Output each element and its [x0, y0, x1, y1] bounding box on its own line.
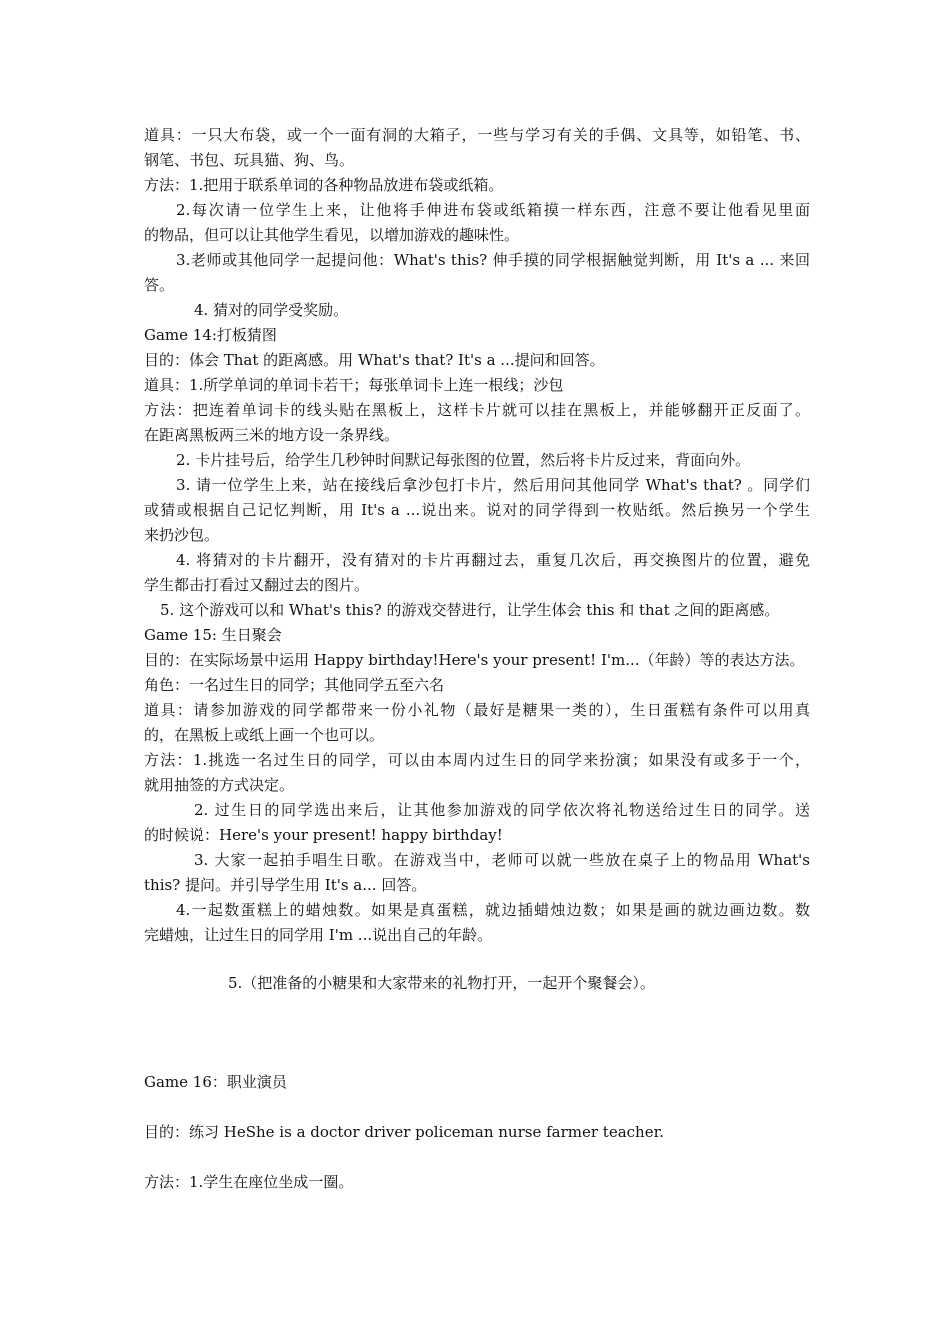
paragraph-line: 角色：一名过生日的同学；其他同学五至六名	[144, 676, 445, 694]
paragraph-line: 方法：把连着单词卡的线头贴在黑板上，这样卡片就可以挂在黑板上，并能够翻开正反面了。	[144, 401, 810, 419]
section-heading: Game 16：职业演员	[144, 1073, 287, 1091]
paragraph-line: 在距离黑板两三米的地方设一条界线。	[144, 426, 400, 444]
paragraph-line: 的物品，但可以让其他学生看见，以增加游戏的趣味性。	[144, 226, 520, 244]
paragraph-line: 2.每次请一位学生上来，让他将手伸进布袋或纸箱摸一样东西，注意不要让他看见里面	[176, 201, 810, 219]
paragraph-line: 5. 这个游戏可以和 What's this? 的游戏交替进行，让学生体会 this 和 that 之间的距离感。	[160, 601, 780, 619]
paragraph-line: 目的：练习 HeShe is a doctor driver policeman nurse farmer teacher.	[144, 1123, 664, 1141]
paragraph-line: 道具：1.所学单词的单词卡若干；每张单词卡上连一根线；沙包	[144, 376, 564, 394]
section-heading: Game 14:打板猜图	[144, 326, 277, 344]
paragraph-line: 4. 将猜对的卡片翻开，没有猜对的卡片再翻过去，重复几次后，再交换图片的位置，避免	[176, 551, 810, 569]
paragraph-line: 5.（把准备的小糖果和大家带来的礼物打开，一起开个聚餐会）。	[228, 974, 655, 992]
paragraph-line: 4. 猜对的同学受奖励。	[194, 301, 349, 319]
paragraph-line: 来扔沙包。	[144, 526, 220, 544]
section-heading: Game 15: 生日聚会	[144, 626, 282, 644]
paragraph-line: 3. 大家一起拍手唱生日歌。在游戏当中，老师可以就一些放在桌子上的物品用 What's	[194, 851, 810, 869]
paragraph-line: 或猜或根据自己记忆判断，用 It's a ...说出来。说对的同学得到一枚贴纸。然后换另一个学生	[144, 501, 810, 519]
paragraph-line: 目的：在实际场景中运用 Happy birthday!Here's your present! I'm...（年龄）等的表达方法。	[144, 651, 805, 669]
paragraph-line: 方法：1.学生在座位坐成一圈。	[144, 1173, 354, 1191]
paragraph-line: this? 提问。并引导学生用 It's a... 回答。	[144, 876, 427, 894]
paragraph-line: 3.老师或其他同学一起提问他：What's this? 伸手摸的同学根据触觉判断，用 It's a ... 来回	[176, 251, 810, 269]
paragraph-line: 钢笔、书包、玩具猫、狗、鸟。	[144, 151, 355, 169]
paragraph-line: 方法：1.把用于联系单词的各种物品放进布袋或纸箱。	[144, 176, 504, 194]
paragraph-line: 方法：1.挑选一名过生日的同学，可以由本周内过生日的同学来扮演；如果没有或多于一个，	[144, 751, 810, 769]
paragraph-line: 学生都击打看过又翻过去的图片。	[144, 576, 370, 594]
paragraph-line: 的，在黑板上或纸上画一个也可以。	[144, 726, 385, 744]
paragraph-line: 3. 请一位学生上来，站在接线后拿沙包打卡片，然后用问其他同学 What's that? 。同学们	[176, 476, 810, 494]
paragraph-line: 道具：请参加游戏的同学都带来一份小礼物（最好是糖果一类的），生日蛋糕有条件可以用真	[144, 701, 810, 719]
paragraph-line: 就用抽签的方式决定。	[144, 776, 295, 794]
paragraph-line: 完蜡烛，让过生日的同学用 I'm ...说出自己的年龄。	[144, 926, 493, 944]
paragraph-line: 2. 过生日的同学选出来后，让其他参加游戏的同学依次将礼物送给过生日的同学。送	[194, 801, 810, 819]
paragraph-line: 4.一起数蛋糕上的蜡烛数。如果是真蛋糕，就边插蜡烛边数；如果是画的就边画边数。数	[176, 901, 810, 919]
paragraph-line: 道具：一只大布袋，或一个一面有洞的大箱子，一些与学习有关的手偶、文具等，如铅笔、书、	[144, 126, 810, 144]
paragraph-line: 答。	[144, 276, 175, 294]
paragraph-line: 目的：体会 That 的距离感。用 What's that? It's a ...提问和回答。	[144, 351, 605, 369]
paragraph-line: 的时候说：Here's your present! happy birthday!	[144, 826, 503, 844]
paragraph-line: 2. 卡片挂号后，给学生几秒钟时间默记每张图的位置，然后将卡片反过来，背面向外。	[176, 451, 751, 469]
